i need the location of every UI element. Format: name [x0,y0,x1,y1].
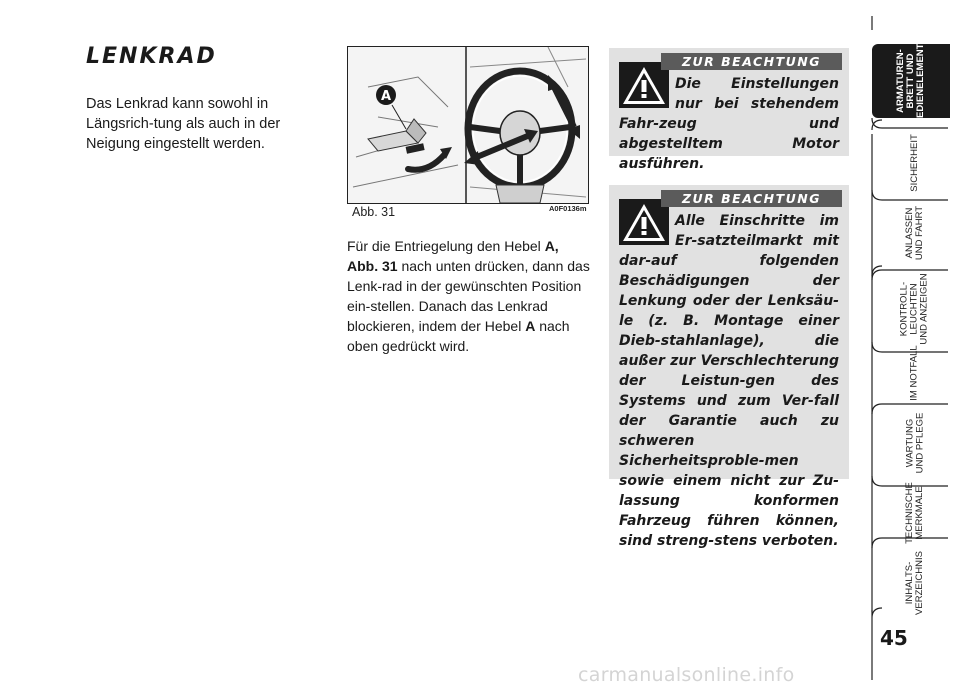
tab-label: WARTUNG UND PFLEGE [904,412,925,474]
instructions-text-2: nach unten drücken, dann das Lenk-rad in der gewünschten Position ein-stellen. Danach das Lenkrad blockieren, indem der Hebel [347,258,590,334]
tab-sicherheit[interactable] [870,126,960,200]
section-heading: LENKRAD [86,44,217,69]
chapter-sidebar [870,0,960,692]
tab-label: KONTROLL- LEUCHTEN UND ANZEIGEN [898,273,930,345]
tab-wartung[interactable] [870,406,960,480]
tab-label: IM NOTFALL [909,345,920,401]
instructions-text-3: nach oben gedrückt wird. [347,318,570,354]
warning-text-2: Alle Einschritte im Er-satzteilmarkt mit dar-auf folgenden Beschädigungen der Lenkung oder der Lenksäu-le (z. B. Montage einer Dieb-stahlanlage), die außer zur Verschlechterung der Leistun-gen des Systems und zum Ver-fall der Garantie auch zu schweren Sicherheitsproble-men sowie einem nicht zur Zu-lassung konformen Fahrzeug führen können, sind streng-stens verboten. [619,213,839,549]
instructions-text-1: Für die Entriegelung den Hebel [347,238,545,254]
callout-label: A [380,89,392,104]
tab-inhaltsverzeichnis[interactable] [870,546,960,620]
tab-anlassen[interactable] [870,196,960,270]
warning-box-2 [609,185,849,549]
warning-title-1: ZUR BEACHTUNG [661,53,842,70]
warning-text-1: Die Einstellungen nur bei stehendem Fahr-zeug und abgestelltem Motor ausführen. [619,76,839,172]
illustration-drawing [348,47,588,203]
lever-reference: A [525,318,536,334]
steering-wheel-illustration [347,46,589,204]
watermark: carmanualsonline.info [578,664,795,686]
tab-im-notfall[interactable] [870,336,960,410]
intro-paragraph: Das Lenkrad kann sowohl in Längsrich-tung als auch in der Neigung eingestellt werden. [86,96,281,152]
figure-code: A0F0136m [549,204,587,213]
tab-label: SICHERHEIT [908,134,920,192]
warning-title-2: ZUR BEACHTUNG [661,190,842,207]
tab-armaturenbrett[interactable] [872,37,950,125]
tab-label: ANLASSEN UND FAHRT [903,205,925,261]
tab-technische-merkmale[interactable] [870,476,960,550]
tab-label: ARMATUREN- BRETT UND BEDIENELEMENTE [895,37,926,125]
tab-kontrollleuchten[interactable] [870,272,960,346]
figure-reference: A, Abb. 31 [347,238,559,274]
figure-caption: Abb. 31 [352,205,396,219]
tab-label: TECHNISCHE MERKMALE [903,482,925,544]
tab-label: INHALTS- VERZEICHNIS [904,551,925,615]
page-number: 45 [880,626,908,650]
adjustment-instructions [347,236,591,356]
